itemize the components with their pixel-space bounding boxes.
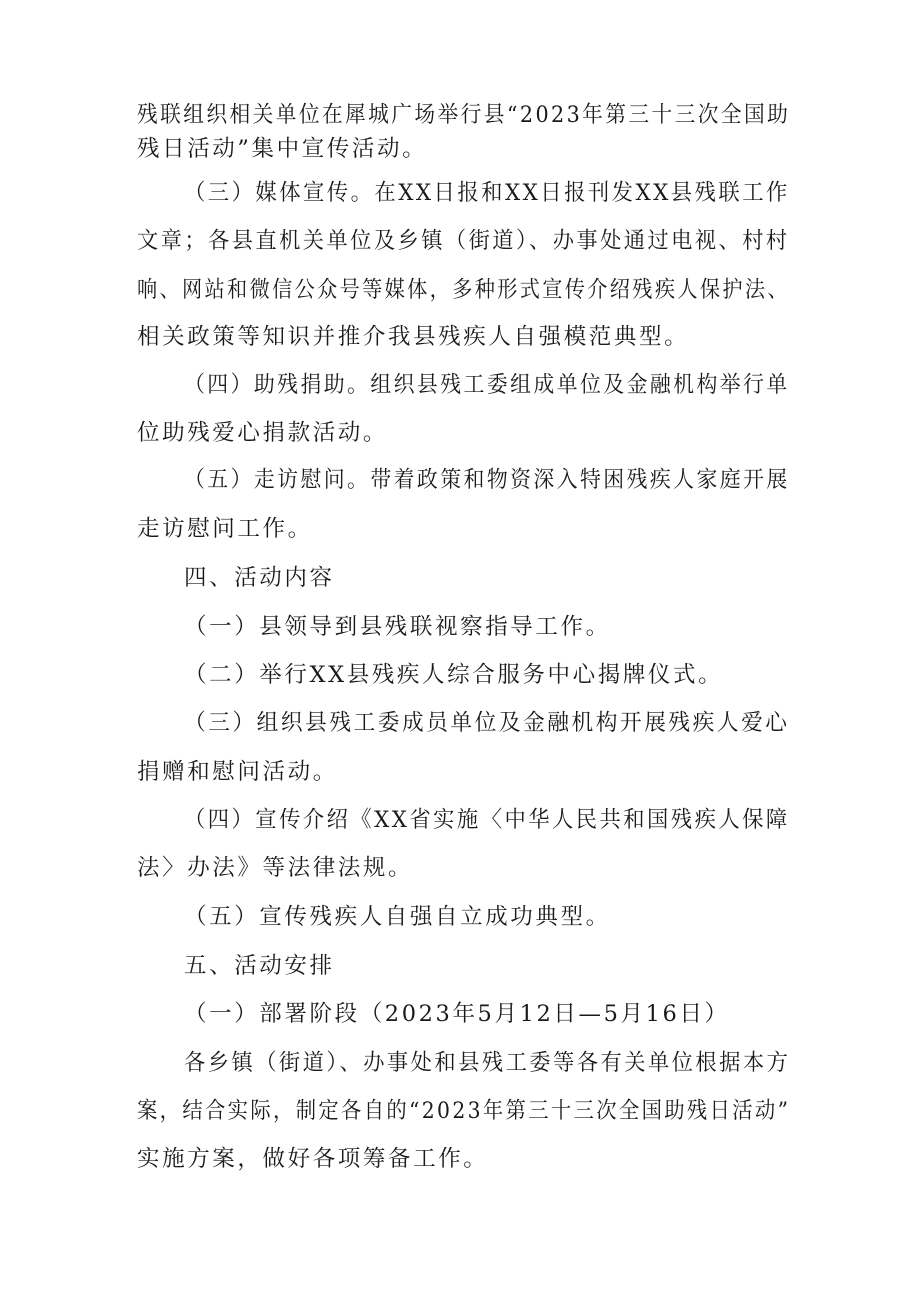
text-line: （一）县领导到县残联视察指导工作。 [184,614,611,640]
text-line: （四）宣传介绍《XX省实施〈中华人民共和国残疾人保障 [184,807,790,833]
text-line: 残日活动”集中宣传活动。 [137,136,428,162]
text-line: 位助残爱心捐款活动。 [137,420,389,446]
text-line: 实施方案，做好各项筹备工作。 [137,1146,489,1172]
text-line: 各乡镇（街道）、办事处和县残工委等各有关单位根据本方 [184,1050,791,1076]
text-line: （三）媒体宣传。在XX日报和XX日报刊发XX县残联工作 [184,180,790,206]
text-line: 残联组织相关单位在犀城广场举行县“2023年第三十三次全国助 [137,102,791,128]
text-line: （五）宣传残疾人自强自立成功典型。 [184,904,611,930]
text-line: 走访慰问工作。 [137,516,313,542]
text-line: （四）助残捐助。组织县残工委组成单位及金融机构举行单 [184,372,790,398]
text-line: （一）部署阶段（2023年5月12日—5月16日） [184,1001,730,1027]
text-line: （五）走访慰问。带着政策和物资深入特困残疾人家庭开展 [184,467,790,493]
text-line: 捐赠和慰问活动。 [137,759,338,785]
text-line: （三）组织县残工委成员单位及金融机构开展残疾人爱心 [184,710,790,736]
text-line: 相关政策等知识并推介我县残疾人自强模范典型。 [137,324,690,350]
text-line: （二）举行XX县残疾人综合服务中心揭牌仪式。 [184,662,724,688]
section-heading: 五、活动安排 [184,953,335,979]
text-line: 案，结合实际，制定各自的“2023年第三十三次全国助残日活动” [137,1098,791,1124]
text-line: 响、网站和微信公众号等媒体，多种形式宣传介绍残疾人保护法、 [137,277,790,303]
text-line: 法〉办法》等法律法规。 [137,855,414,881]
text-line: 文章；各县直机关单位及乡镇（街道）、办事处通过电视、村村 [137,228,790,254]
section-heading: 四、活动内容 [184,565,335,591]
